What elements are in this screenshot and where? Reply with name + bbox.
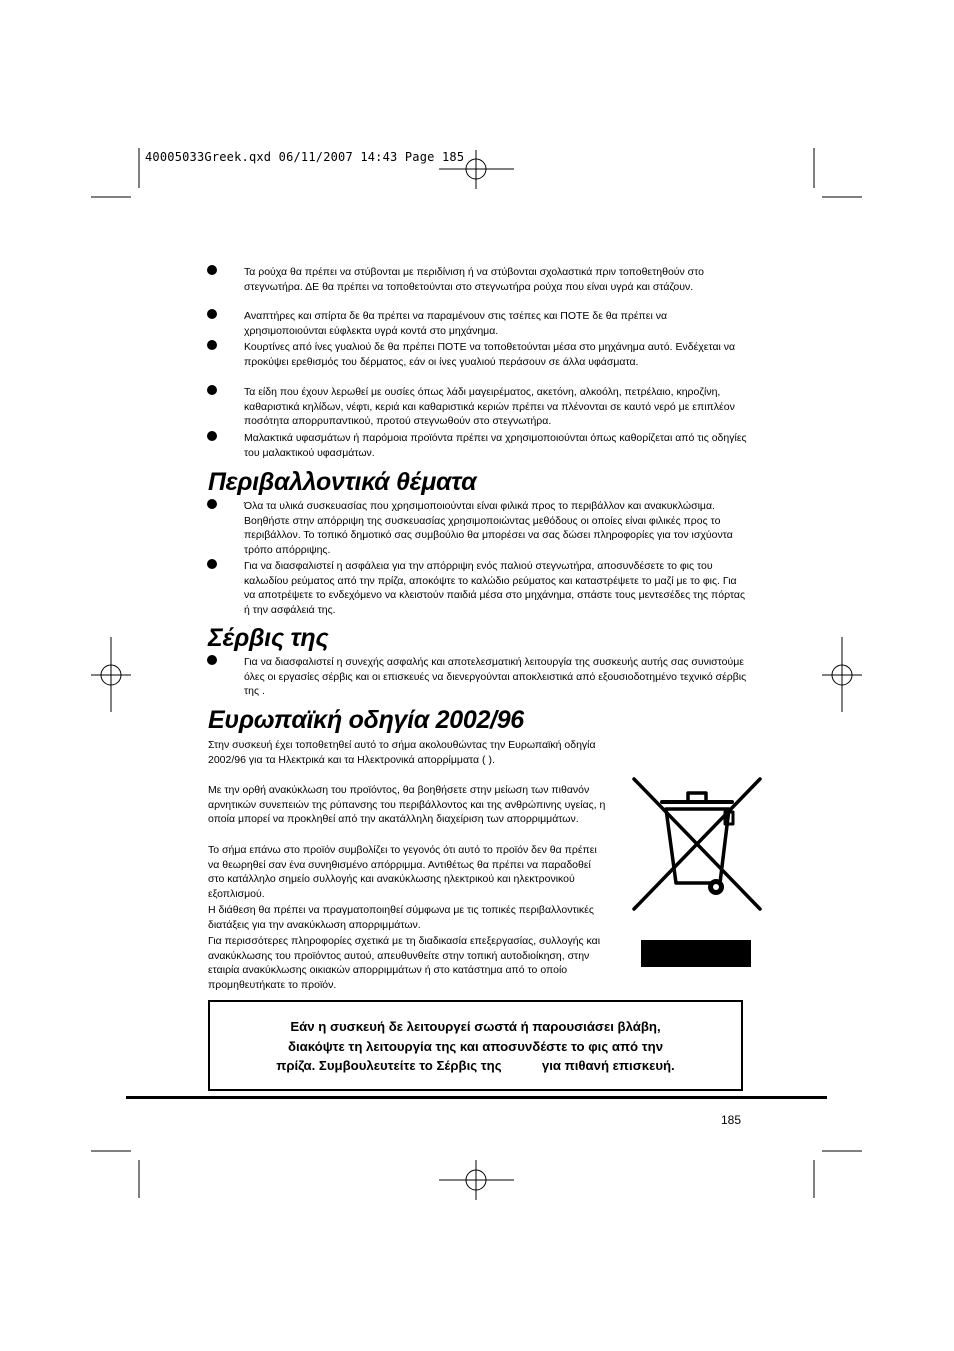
weee-bar: [641, 940, 751, 967]
bullet-icon: [207, 655, 217, 665]
notice-line: Εάν η συσκευή δε λειτουργεί σωστά ή παρουσιάσει βλάβη,: [290, 1019, 661, 1034]
bullet-text: Αναπτήρες και σπίρτα δε θα πρέπει να παραμένουν στις τσέπες και ΠΟΤΕ δε θα πρέπει να χρησιμοποιούνται εύφλεκτα υγρά κοντά στο μηχάνημα.: [244, 310, 668, 337]
paragraph: Στην συσκευή έχει τοποθετηθεί αυτό το σήμα ακολουθώντας την Ευρωπαϊκή οδηγία 2002/96 για τα Ηλεκτρικά και τα Ηλεκτρονικά απορρίμματα ( ).: [208, 739, 596, 766]
bullet-icon: [207, 309, 217, 319]
list-item: [207, 340, 747, 384]
registration-mark: [439, 150, 514, 189]
bullet-icon: [207, 265, 217, 275]
bullet-text: Τα είδη που έχουν λερωθεί με ουσίες όπως λάδι μαγειρέματος, ακετόνη, αλκοόλη, πετρέλαιο, κηροζίνη, καθαριστικά κηλίδων, νέφτι, κεριά και καθαριστικά κεριών πρέπει να πλένονται σε καυτό νερό με επιπλέον ποσότητα απορρυπαντικού, προτού στεγνωθούν στο στεγνωτήρα.: [244, 386, 735, 428]
bullet-icon: [207, 385, 217, 395]
bullet-text: Όλα τα υλικά συσκευασίας που χρησιμοποιούνται είναι φιλικά προς το περιβάλλον και ανακυκλώσιμα. Βοηθήστε στην απόρριψη της συσκευασίας χρησιμοποιώντας μεθόδους οι οποίες είναι φιλικές προς το περιβάλλον. Το τοπικό δημοτικό σας συμβούλιο θα μπορέσει να σας δώσει πληροφορίες για τον ισχύοντα τρόπο απόρριψης.: [244, 500, 733, 556]
list-item: [207, 499, 747, 557]
list-item: [207, 309, 747, 339]
paragraph: Η διάθεση θα πρέπει να πραγματοποιηθεί σύμφωνα με τις τοπικές περιβαλλοντικές διατάξεις για την ανακύκλωση απορριμμάτων.: [208, 904, 594, 931]
bullet-text: Τα ρούχα θα πρέπει να στύβονται με περιδίνιση ή να στύβονται σχολαστικά πριν τοποθετηθούν στο στεγνωτήρα. ΔΕ θα πρέπει να τοποθετούνται στο στεγνωτήρα ρούχα που είναι υγρά και στάζουν.: [244, 266, 705, 293]
registration-mark: [822, 637, 862, 712]
section-heading: Περιβαλλοντικά θέματα: [208, 468, 477, 496]
list-item: [207, 265, 747, 309]
section-heading: Σέρβις της: [208, 624, 329, 652]
page-number: 185: [721, 1113, 742, 1127]
list-item: [207, 385, 747, 429]
bullet-icon: [207, 499, 217, 509]
notice-text: [210, 1002, 741, 1076]
paragraph: Με την ορθή ανακύκλωση του προϊόντος, θα βοηθήσετε στην μείωση των πιθανόν αρνητικών συνεπειών της ρύπανσης του περιβάλλοντος και της ανθρώπινης υγείας, η οποία μπορεί να προκληθεί από την ακατάλληλη διαχείριση των απορριμμάτων.: [208, 784, 606, 826]
bullet-text: Για να διασφαλιστεί η συνεχής ασφαλής και αποτελεσματική λειτουργία της συσκευής αυτής σας συνιστούμε όλες οι εργασίες σέρβις και οι επισκευές να διενεργούνται αποκλειστικά από εξουσιοδοτημένο τεχνικό σέρβις της .: [244, 656, 747, 698]
list-item: [207, 559, 747, 617]
list-item: [207, 655, 747, 699]
file-slug: 40005033Greek.qxd 06/11/2007 14:43 Page 185: [145, 150, 465, 164]
registration-mark: [91, 637, 131, 712]
section-heading: Ευρωπαϊκή οδηγία 2002/96: [208, 706, 524, 734]
bullet-text: Για να διασφαλιστεί η ασφάλεια για την απόρριψη ενός παλιού στεγνωτήρα, αποσυνδέσετε το φις του καλωδίου ρεύματος από την πρίζα, αποκόψτε το καλώδιο ρεύματος και καταστρέψετε το μαζί με το φις. Για να αποτρέψετε το ενδεχόμενο να κλειστούν παιδιά μέσα στο μηχάνημα, σπάστε τους μεντεσέδες της πόρτας ή την ασφάλειά της.: [244, 560, 746, 616]
paragraph: Το σήμα επάνω στο προϊόν συμβολίζει το γεγονός ότι αυτό το προϊόν δεν θα πρέπει να θεωρηθεί σαν ένα συνηθισμένο απόρριμμα. Αντιθέτως θα πρέπει να παραδοθεί στο κατάλληλο σημείο συλλογής και ανακύκλωσης ηλεκτρικού και ηλεκτρονικού εξοπλισμού.: [208, 844, 597, 900]
notice-box: [208, 1000, 743, 1091]
bullet-icon: [207, 340, 217, 350]
bullet-text: Κουρτίνες από ίνες γυαλιού δε θα πρέπει ΠΟΤΕ να τοποθετούνται μέσα στο μηχάνημα αυτό. Ενδέχεται να προκύψει ερεθισμός του δέρματος, εάν οι ίνες γυαλιού περάσουν σε άλλα υφάσματα.: [244, 341, 736, 368]
weee-crossed-bin-icon: [628, 775, 766, 915]
bullet-icon: [207, 559, 217, 569]
bullet-icon: [207, 431, 217, 441]
bullet-text: Μαλακτικά υφασμάτων ή παρόμοια προϊόντα πρέπει να χρησιμοποιούνται όπως καθορίζεται από τις οδηγίες του μαλακτικού υφασμάτων.: [244, 432, 747, 459]
notice-line: πρίζα. Συμβουλευτείτε το Σέρβις της για πιθανή επισκευή.: [276, 1058, 675, 1073]
registration-mark: [439, 1160, 514, 1200]
footer-rule: [126, 1096, 827, 1099]
paragraph: Για περισσότερες πληροφορίες σχετικά με τη διαδικασία επεξεργασίας, συλλογής και ανακύκλωσης του προϊόντος αυτού, απευθυνθείτε στην τοπική αυτοδιοίκηση, στην εταιρία ανακύκλωσης οικιακών απορριμμάτων ή στο κατάστημα από το οποίο προμηθευτήκατε το προϊόν.: [208, 935, 601, 991]
notice-line: διακόψτε τη λειτουργία της και αποσυνδέστε το φις από την: [287, 1038, 664, 1054]
list-item: [207, 431, 747, 461]
